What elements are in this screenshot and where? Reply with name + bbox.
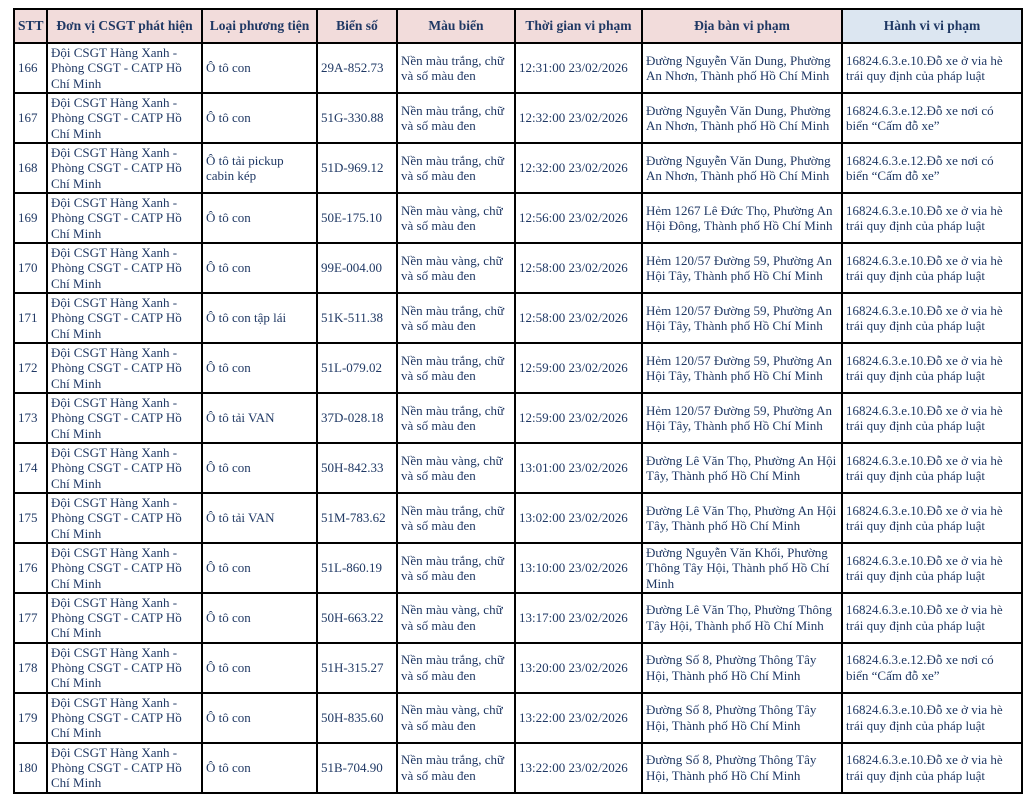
- cell-unit: Đội CSGT Hàng Xanh - Phòng CSGT - CATP Hồ Chí Minh: [47, 693, 202, 743]
- cell-location: Đường Nguyễn Văn Dung, Phường An Nhơn, Thành phố Hồ Chí Minh: [642, 143, 842, 193]
- cell-license-plate: 50E-175.10: [317, 193, 397, 243]
- cell-unit: Đội CSGT Hàng Xanh - Phòng CSGT - CATP Hồ Chí Minh: [47, 543, 202, 593]
- cell-license-plate: 51D-969.12: [317, 143, 397, 193]
- cell-stt: 174: [14, 443, 47, 493]
- cell-plate-color: Nền màu vàng, chữ và số màu đen: [397, 593, 515, 643]
- table-row: [14, 193, 1022, 243]
- cell-violation: 16824.6.3.e.10.Đỗ xe ở via hè trái quy định của pháp luật: [842, 493, 1022, 543]
- cell-license-plate: 37D-028.18: [317, 393, 397, 443]
- cell-stt: 169: [14, 193, 47, 243]
- cell-violation-time: 12:32:00 23/02/2026: [515, 143, 642, 193]
- cell-plate-color: Nền màu vàng, chữ và số màu đen: [397, 443, 515, 493]
- cell-violation-time: 12:56:00 23/02/2026: [515, 193, 642, 243]
- table-row: [14, 643, 1022, 693]
- cell-stt: 180: [14, 743, 47, 793]
- cell-location: Đường Nguyễn Văn Dung, Phường An Nhơn, Thành phố Hồ Chí Minh: [642, 43, 842, 93]
- table-row: [14, 93, 1022, 143]
- cell-unit: Đội CSGT Hàng Xanh - Phòng CSGT - CATP Hồ Chí Minh: [47, 93, 202, 143]
- cell-violation-time: 13:20:00 23/02/2026: [515, 643, 642, 693]
- cell-plate-color: Nền màu vàng, chữ và số màu đen: [397, 693, 515, 743]
- cell-plate-color: Nền màu trắng, chữ và số màu đen: [397, 93, 515, 143]
- cell-vehicle-type: Ô tô con: [202, 643, 317, 693]
- cell-license-plate: 51L-079.02: [317, 343, 397, 393]
- cell-plate-color: Nền màu trắng, chữ và số màu đen: [397, 393, 515, 443]
- cell-vehicle-type: Ô tô tải VAN: [202, 393, 317, 443]
- cell-violation-time: 13:22:00 23/02/2026: [515, 743, 642, 793]
- cell-violation: 16824.6.3.e.10.Đỗ xe ở via hè trái quy định của pháp luật: [842, 593, 1022, 643]
- table-row: [14, 343, 1022, 393]
- cell-stt: 175: [14, 493, 47, 543]
- table-row: [14, 593, 1022, 643]
- cell-location: Đường Lê Văn Thọ, Phường An Hội Tây, Thành phố Hồ Chí Minh: [642, 443, 842, 493]
- cell-plate-color: Nền màu trắng, chữ và số màu đen: [397, 543, 515, 593]
- cell-plate-color: Nền màu vàng, chữ và số màu đen: [397, 243, 515, 293]
- cell-license-plate: 51H-315.27: [317, 643, 397, 693]
- cell-violation-time: 12:32:00 23/02/2026: [515, 93, 642, 143]
- cell-license-plate: 99E-004.00: [317, 243, 397, 293]
- column-header-7: Địa bàn vi phạm: [642, 9, 842, 43]
- cell-plate-color: Nền màu trắng, chữ và số màu đen: [397, 43, 515, 93]
- cell-violation: 16824.6.3.e.10.Đỗ xe ở via hè trái quy định của pháp luật: [842, 393, 1022, 443]
- table-row: [14, 293, 1022, 343]
- cell-plate-color: Nền màu trắng, chữ và số màu đen: [397, 493, 515, 543]
- cell-location: Đường Lê Văn Thọ, Phường Thông Tây Hội, Thành phố Hồ Chí Minh: [642, 593, 842, 643]
- cell-license-plate: 29A-852.73: [317, 43, 397, 93]
- cell-violation-time: 12:58:00 23/02/2026: [515, 293, 642, 343]
- cell-unit: Đội CSGT Hàng Xanh - Phòng CSGT - CATP Hồ Chí Minh: [47, 43, 202, 93]
- violations-table: [13, 8, 1023, 794]
- cell-location: Hẻm 120/57 Đường 59, Phường An Hội Tây, Thành phố Hồ Chí Minh: [642, 343, 842, 393]
- cell-stt: 166: [14, 43, 47, 93]
- cell-plate-color: Nền màu trắng, chữ và số màu đen: [397, 743, 515, 793]
- cell-vehicle-type: Ô tô con: [202, 193, 317, 243]
- cell-plate-color: Nền màu trắng, chữ và số màu đen: [397, 143, 515, 193]
- cell-vehicle-type: Ô tô tải VAN: [202, 493, 317, 543]
- column-header-5: Màu biển: [397, 9, 515, 43]
- cell-location: Đường Lê Văn Thọ, Phường An Hội Tây, Thành phố Hồ Chí Minh: [642, 493, 842, 543]
- table-row: [14, 543, 1022, 593]
- cell-location: Đường Số 8, Phường Thông Tây Hội, Thành phố Hồ Chí Minh: [642, 643, 842, 693]
- cell-violation-time: 13:22:00 23/02/2026: [515, 693, 642, 743]
- cell-stt: 171: [14, 293, 47, 343]
- cell-violation: 16824.6.3.e.10.Đỗ xe ở via hè trái quy định của pháp luật: [842, 343, 1022, 393]
- cell-license-plate: 50H-842.33: [317, 443, 397, 493]
- cell-plate-color: Nền màu trắng, chữ và số màu đen: [397, 643, 515, 693]
- cell-vehicle-type: Ô tô con: [202, 343, 317, 393]
- cell-vehicle-type: Ô tô con: [202, 693, 317, 743]
- cell-unit: Đội CSGT Hàng Xanh - Phòng CSGT - CATP Hồ Chí Minh: [47, 243, 202, 293]
- table-row: [14, 743, 1022, 793]
- table-row: [14, 693, 1022, 743]
- cell-vehicle-type: Ô tô con: [202, 743, 317, 793]
- cell-vehicle-type: Ô tô con tập lái: [202, 293, 317, 343]
- cell-location: Hẻm 120/57 Đường 59, Phường An Hội Tây, Thành phố Hồ Chí Minh: [642, 293, 842, 343]
- column-header-6: Thời gian vi phạm: [515, 9, 642, 43]
- cell-stt: 170: [14, 243, 47, 293]
- table-row: [14, 393, 1022, 443]
- cell-unit: Đội CSGT Hàng Xanh - Phòng CSGT - CATP Hồ Chí Minh: [47, 593, 202, 643]
- cell-location: Hẻm 120/57 Đường 59, Phường An Hội Tây, Thành phố Hồ Chí Minh: [642, 393, 842, 443]
- cell-unit: Đội CSGT Hàng Xanh - Phòng CSGT - CATP Hồ Chí Minh: [47, 743, 202, 793]
- table-row: [14, 493, 1022, 543]
- cell-unit: Đội CSGT Hàng Xanh - Phòng CSGT - CATP Hồ Chí Minh: [47, 293, 202, 343]
- cell-location: Hẻm 120/57 Đường 59, Phường An Hội Tây, Thành phố Hồ Chí Minh: [642, 243, 842, 293]
- cell-unit: Đội CSGT Hàng Xanh - Phòng CSGT - CATP Hồ Chí Minh: [47, 343, 202, 393]
- cell-violation-time: 13:02:00 23/02/2026: [515, 493, 642, 543]
- cell-license-plate: 51M-783.62: [317, 493, 397, 543]
- cell-location: Đường Số 8, Phường Thông Tây Hội, Thành phố Hồ Chí Minh: [642, 743, 842, 793]
- cell-vehicle-type: Ô tô tải pickup cabin kép: [202, 143, 317, 193]
- cell-license-plate: 51L-860.19: [317, 543, 397, 593]
- cell-license-plate: 51G-330.88: [317, 93, 397, 143]
- cell-violation: 16824.6.3.e.10.Đỗ xe ở via hè trái quy định của pháp luật: [842, 293, 1022, 343]
- header-row: [14, 9, 1022, 43]
- table-row: [14, 143, 1022, 193]
- cell-license-plate: 51K-511.38: [317, 293, 397, 343]
- cell-violation: 16824.6.3.e.10.Đỗ xe ở via hè trái quy định của pháp luật: [842, 743, 1022, 793]
- table-body: [14, 43, 1022, 793]
- cell-violation-time: 12:58:00 23/02/2026: [515, 243, 642, 293]
- cell-license-plate: 50H-663.22: [317, 593, 397, 643]
- cell-stt: 172: [14, 343, 47, 393]
- cell-violation-time: 12:31:00 23/02/2026: [515, 43, 642, 93]
- cell-violation-time: 13:17:00 23/02/2026: [515, 593, 642, 643]
- cell-vehicle-type: Ô tô con: [202, 443, 317, 493]
- cell-violation-time: 13:01:00 23/02/2026: [515, 443, 642, 493]
- cell-location: Đường Số 8, Phường Thông Tây Hội, Thành phố Hồ Chí Minh: [642, 693, 842, 743]
- cell-vehicle-type: Ô tô con: [202, 93, 317, 143]
- cell-stt: 173: [14, 393, 47, 443]
- column-header-3: Loại phương tiện: [202, 9, 317, 43]
- cell-unit: Đội CSGT Hàng Xanh - Phòng CSGT - CATP Hồ Chí Minh: [47, 143, 202, 193]
- cell-violation: 16824.6.3.e.12.Đỗ xe nơi có biển “Cấm đỗ xe”: [842, 643, 1022, 693]
- cell-violation-time: 13:10:00 23/02/2026: [515, 543, 642, 593]
- cell-vehicle-type: Ô tô con: [202, 243, 317, 293]
- cell-stt: 168: [14, 143, 47, 193]
- cell-plate-color: Nền màu vàng, chữ và số màu đen: [397, 193, 515, 243]
- cell-vehicle-type: Ô tô con: [202, 543, 317, 593]
- table-row: [14, 43, 1022, 93]
- column-header-1: STT: [14, 9, 47, 43]
- cell-violation: 16824.6.3.e.10.Đỗ xe ở via hè trái quy định của pháp luật: [842, 443, 1022, 493]
- cell-stt: 167: [14, 93, 47, 143]
- cell-violation-time: 12:59:00 23/02/2026: [515, 393, 642, 443]
- table-row: [14, 443, 1022, 493]
- cell-location: Hẻm 1267 Lê Đức Thọ, Phường An Hội Đông, Thành phố Hồ Chí Minh: [642, 193, 842, 243]
- cell-unit: Đội CSGT Hàng Xanh - Phòng CSGT - CATP Hồ Chí Minh: [47, 193, 202, 243]
- column-header-2: Đơn vị CSGT phát hiện: [47, 9, 202, 43]
- cell-stt: 177: [14, 593, 47, 643]
- cell-unit: Đội CSGT Hàng Xanh - Phòng CSGT - CATP Hồ Chí Minh: [47, 493, 202, 543]
- cell-unit: Đội CSGT Hàng Xanh - Phòng CSGT - CATP Hồ Chí Minh: [47, 643, 202, 693]
- cell-stt: 178: [14, 643, 47, 693]
- cell-violation: 16824.6.3.e.10.Đỗ xe ở via hè trái quy định của pháp luật: [842, 193, 1022, 243]
- cell-violation: 16824.6.3.e.12.Đỗ xe nơi có biển “Cấm đỗ xe”: [842, 143, 1022, 193]
- table-row: [14, 243, 1022, 293]
- cell-location: Đường Nguyễn Văn Khối, Phường Thông Tây Hội, Thành phố Hồ Chí Minh: [642, 543, 842, 593]
- cell-violation: 16824.6.3.e.10.Đỗ xe ở via hè trái quy định của pháp luật: [842, 543, 1022, 593]
- cell-violation: 16824.6.3.e.10.Đỗ xe ở via hè trái quy định của pháp luật: [842, 693, 1022, 743]
- cell-stt: 176: [14, 543, 47, 593]
- cell-license-plate: 51B-704.90: [317, 743, 397, 793]
- cell-violation: 16824.6.3.e.12.Đỗ xe nơi có biển “Cấm đỗ xe”: [842, 93, 1022, 143]
- cell-plate-color: Nền màu trắng, chữ và số màu đen: [397, 293, 515, 343]
- cell-stt: 179: [14, 693, 47, 743]
- column-header-4: Biển số: [317, 9, 397, 43]
- cell-violation: 16824.6.3.e.10.Đỗ xe ở via hè trái quy định của pháp luật: [842, 243, 1022, 293]
- cell-location: Đường Nguyễn Văn Dung, Phường An Nhơn, Thành phố Hồ Chí Minh: [642, 93, 842, 143]
- cell-violation-time: 12:59:00 23/02/2026: [515, 343, 642, 393]
- cell-license-plate: 50H-835.60: [317, 693, 397, 743]
- cell-vehicle-type: Ô tô con: [202, 593, 317, 643]
- cell-vehicle-type: Ô tô con: [202, 43, 317, 93]
- cell-plate-color: Nền màu trắng, chữ và số màu đen: [397, 343, 515, 393]
- cell-unit: Đội CSGT Hàng Xanh - Phòng CSGT - CATP Hồ Chí Minh: [47, 393, 202, 443]
- cell-unit: Đội CSGT Hàng Xanh - Phòng CSGT - CATP Hồ Chí Minh: [47, 443, 202, 493]
- cell-violation: 16824.6.3.e.10.Đỗ xe ở via hè trái quy định của pháp luật: [842, 43, 1022, 93]
- column-header-8: Hành vi vi phạm: [842, 9, 1022, 43]
